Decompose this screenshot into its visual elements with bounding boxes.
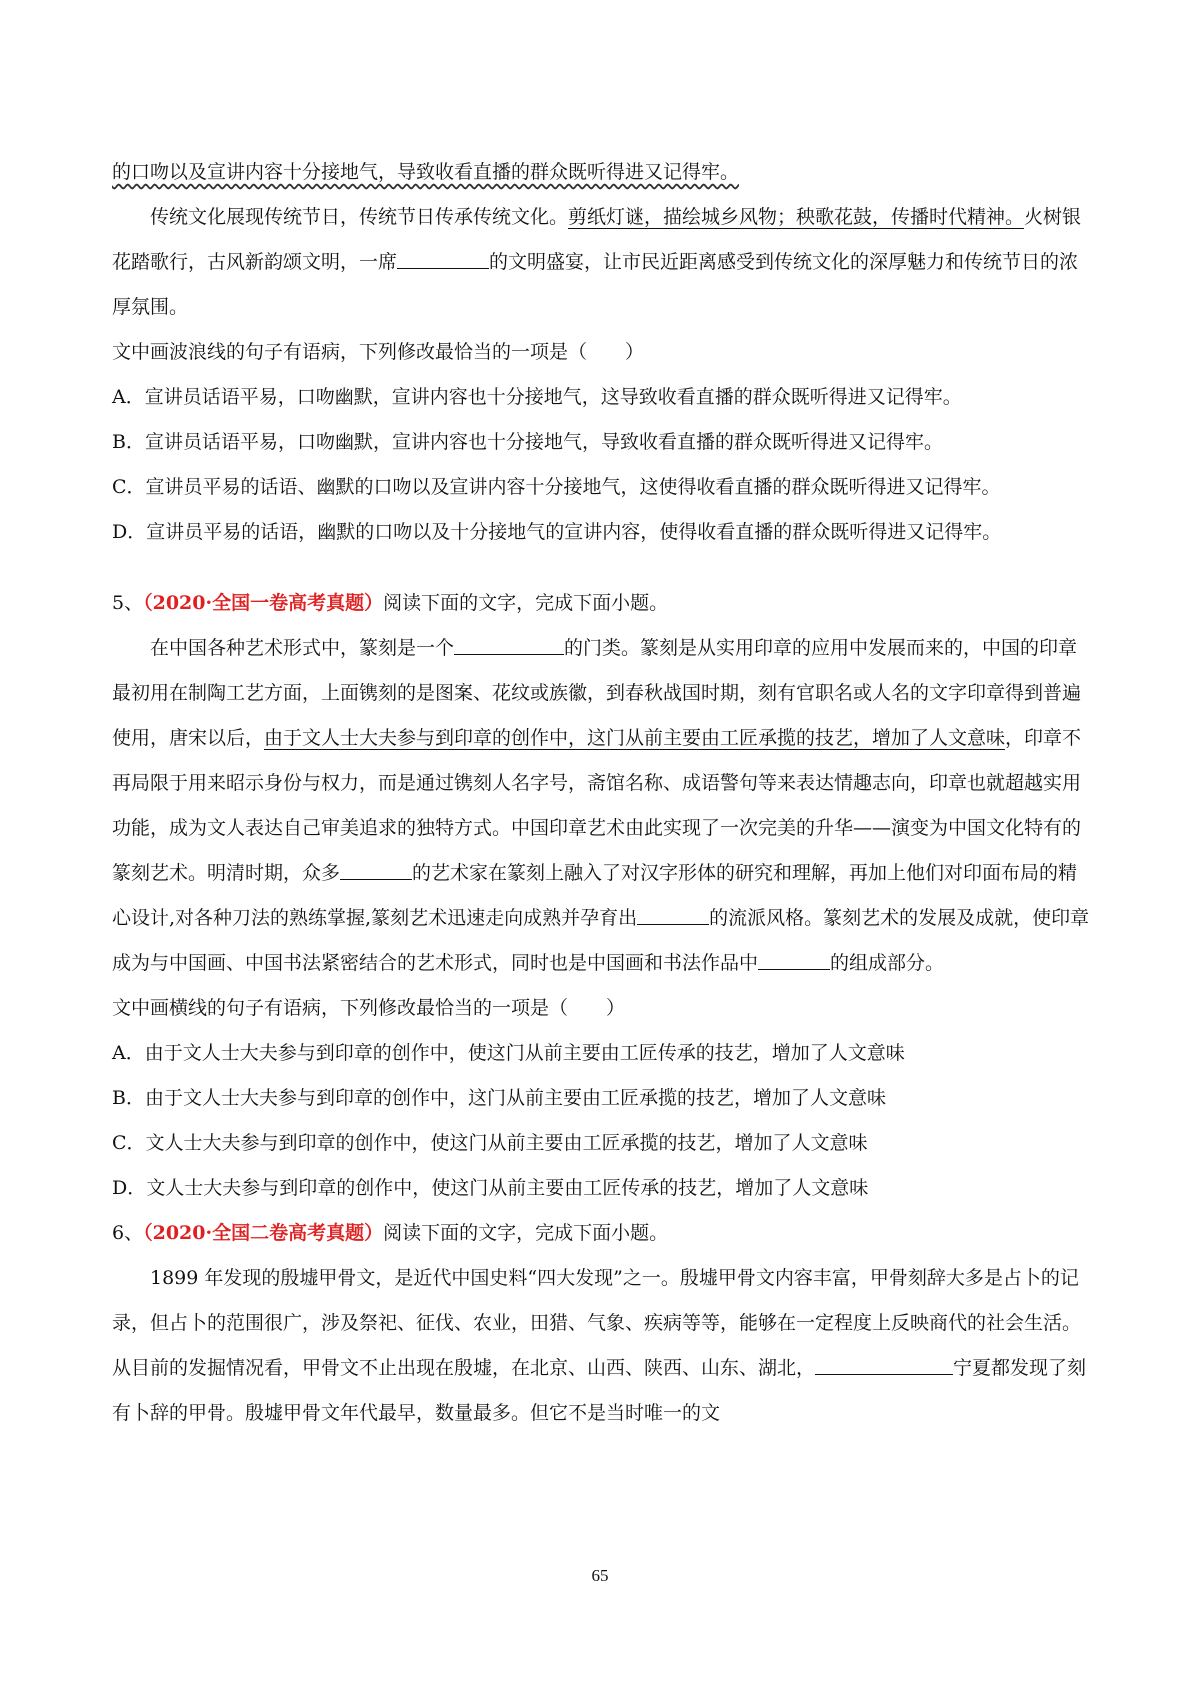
q4-option-d: D．宣讲员平易的话语，幽默的口吻以及十分接地气的宣讲内容，使得收看直播的群众既听得进又记得牢。	[112, 521, 1002, 543]
fill-blank	[758, 949, 830, 970]
source-tag: （2020·全国二卷高考真题）	[143, 1222, 384, 1244]
fill-blank	[454, 634, 564, 655]
page-number: 65	[591, 1566, 609, 1585]
wavy-underlined-text: 的口吻以及宣讲内容十分接地气，导致收看直播的群众既听得进又记得牢。	[112, 161, 740, 183]
fill-blank	[340, 859, 412, 880]
q4-passage-paragraph: 传统文化展现传统节日，传统节日传承传统文化。剪纸灯谜，描绘城乡风物；秧歌花鼓，传播时代精神。火树银花踏歌行，古风新韵颂文明，一席 的文明盛宴，让市民近距离感受到传统文化的深厚魅力和传统节日的浓厚氛围。	[112, 206, 1082, 318]
spacer	[112, 555, 1090, 581]
source-tag: （2020·全国一卷高考真题）	[143, 592, 384, 614]
underlined-text: 剪纸灯谜，描绘城乡风物；秧歌花鼓，传播时代精神。	[568, 206, 1025, 228]
page-content	[112, 150, 1090, 1436]
q5-option-a: A．由于文人士大夫参与到印章的创作中，使这门从前主要由工匠传承的技艺，增加了人文意味	[112, 1042, 905, 1064]
q5-option-d: D．文人士大夫参与到印章的创作中，使这门从前主要由工匠传承的技艺，增加了人文意味	[112, 1177, 869, 1199]
q4-option-c: C．宣讲员平易的话语、幽默的口吻以及宣讲内容十分接地气，这使得收看直播的群众既听得进又记得牢。	[112, 476, 1001, 498]
q5-option-c: C．文人士大夫参与到印章的创作中，使这门从前主要由工匠承揽的技艺，增加了人文意味	[112, 1132, 868, 1154]
q4-option-a: A．宣讲员话语平易，口吻幽默，宣讲内容也十分接地气，这导致收看直播的群众既听得进又记得牢。	[112, 386, 962, 408]
q5-heading: 5、（2020·全国一卷高考真题）阅读下面的文字，完成下面小题。	[112, 592, 669, 614]
q4-question: 文中画波浪线的句子有语病，下列修改最恰当的一项是（ ）	[112, 341, 645, 363]
q6-heading: 6、（2020·全国二卷高考真题）阅读下面的文字，完成下面小题。	[112, 1222, 669, 1244]
underlined-text: 由于文人士大夫参与到印章的创作中，这门从前主要由工匠承揽的技艺，增加了人文意味	[264, 727, 1006, 749]
fill-blank	[397, 248, 489, 269]
fill-blank	[815, 1354, 953, 1375]
q5-passage: 在中国各种艺术形式中，篆刻是一个 的门类。篆刻是从实用印章的应用中发展而来的，中国的印章最初用在制陶工艺方面，上面镌刻的是图案、花纹或族徽，到春秋战国时期，刻有官职名或人名的文字印章得到普遍使用，唐宋以后，由于文人士大夫参与到印章的创作中，这门从前主要由工匠承揽的技艺，增加了人文意味，印章不再局限于用来昭示身份与权力，而是通过镌刻人名字号，斋馆名称、成语警句等来表达情趣志向，印章也就超越实用功能，成为文人表达自己审美追求的独特方式。中国印章艺术由此实现了一次完美的升华——演变为中国文化特有的篆刻艺术。明清时期，众多 的艺术家在篆刻上融入了对汉字形体的研究和理解，再加上他们对印面布局的精心设计,对各种刀法的熟练掌握,篆刻艺术迅速走向成熟并孕育出 的流派风格。篆刻艺术的发展及成就，使印章成为与中国画、中国书法紧密结合的艺术形式，同时也是中国画和书法作品中 的组成部分。	[112, 626, 1090, 986]
q5-question: 文中画横线的句子有语病，下列修改最恰当的一项是（ ）	[112, 997, 626, 1019]
q4-continued-line	[112, 150, 1090, 195]
q5-option-b: B．由于文人士大夫参与到印章的创作中，这门从前主要由工匠承揽的技艺，增加了人文意味	[112, 1087, 886, 1109]
q6-passage: 1899 年发现的殷墟甲骨文，是近代中国史料“四大发现”之一。殷墟甲骨文内容丰富，甲骨刻辞大多是占卜的记录，但占卜的范围很广，涉及祭祀、征伐、农业，田猎、气象、疾病等等，能够在一定程度上反映商代的社会生活。从目前的发掘情况看，甲骨文不止出现在殷墟，在北京、山西、陕西、山东、湖北， 宁夏都发现了刻有卜辞的甲骨。殷墟甲骨文年代最早，数量最多。但它不是当时唯一的文	[112, 1267, 1087, 1424]
q4-option-b: B．宣讲员话语平易，口吻幽默，宣讲内容也十分接地气，导致收看直播的群众既听得进又记得牢。	[112, 431, 943, 453]
fill-blank	[637, 904, 709, 925]
